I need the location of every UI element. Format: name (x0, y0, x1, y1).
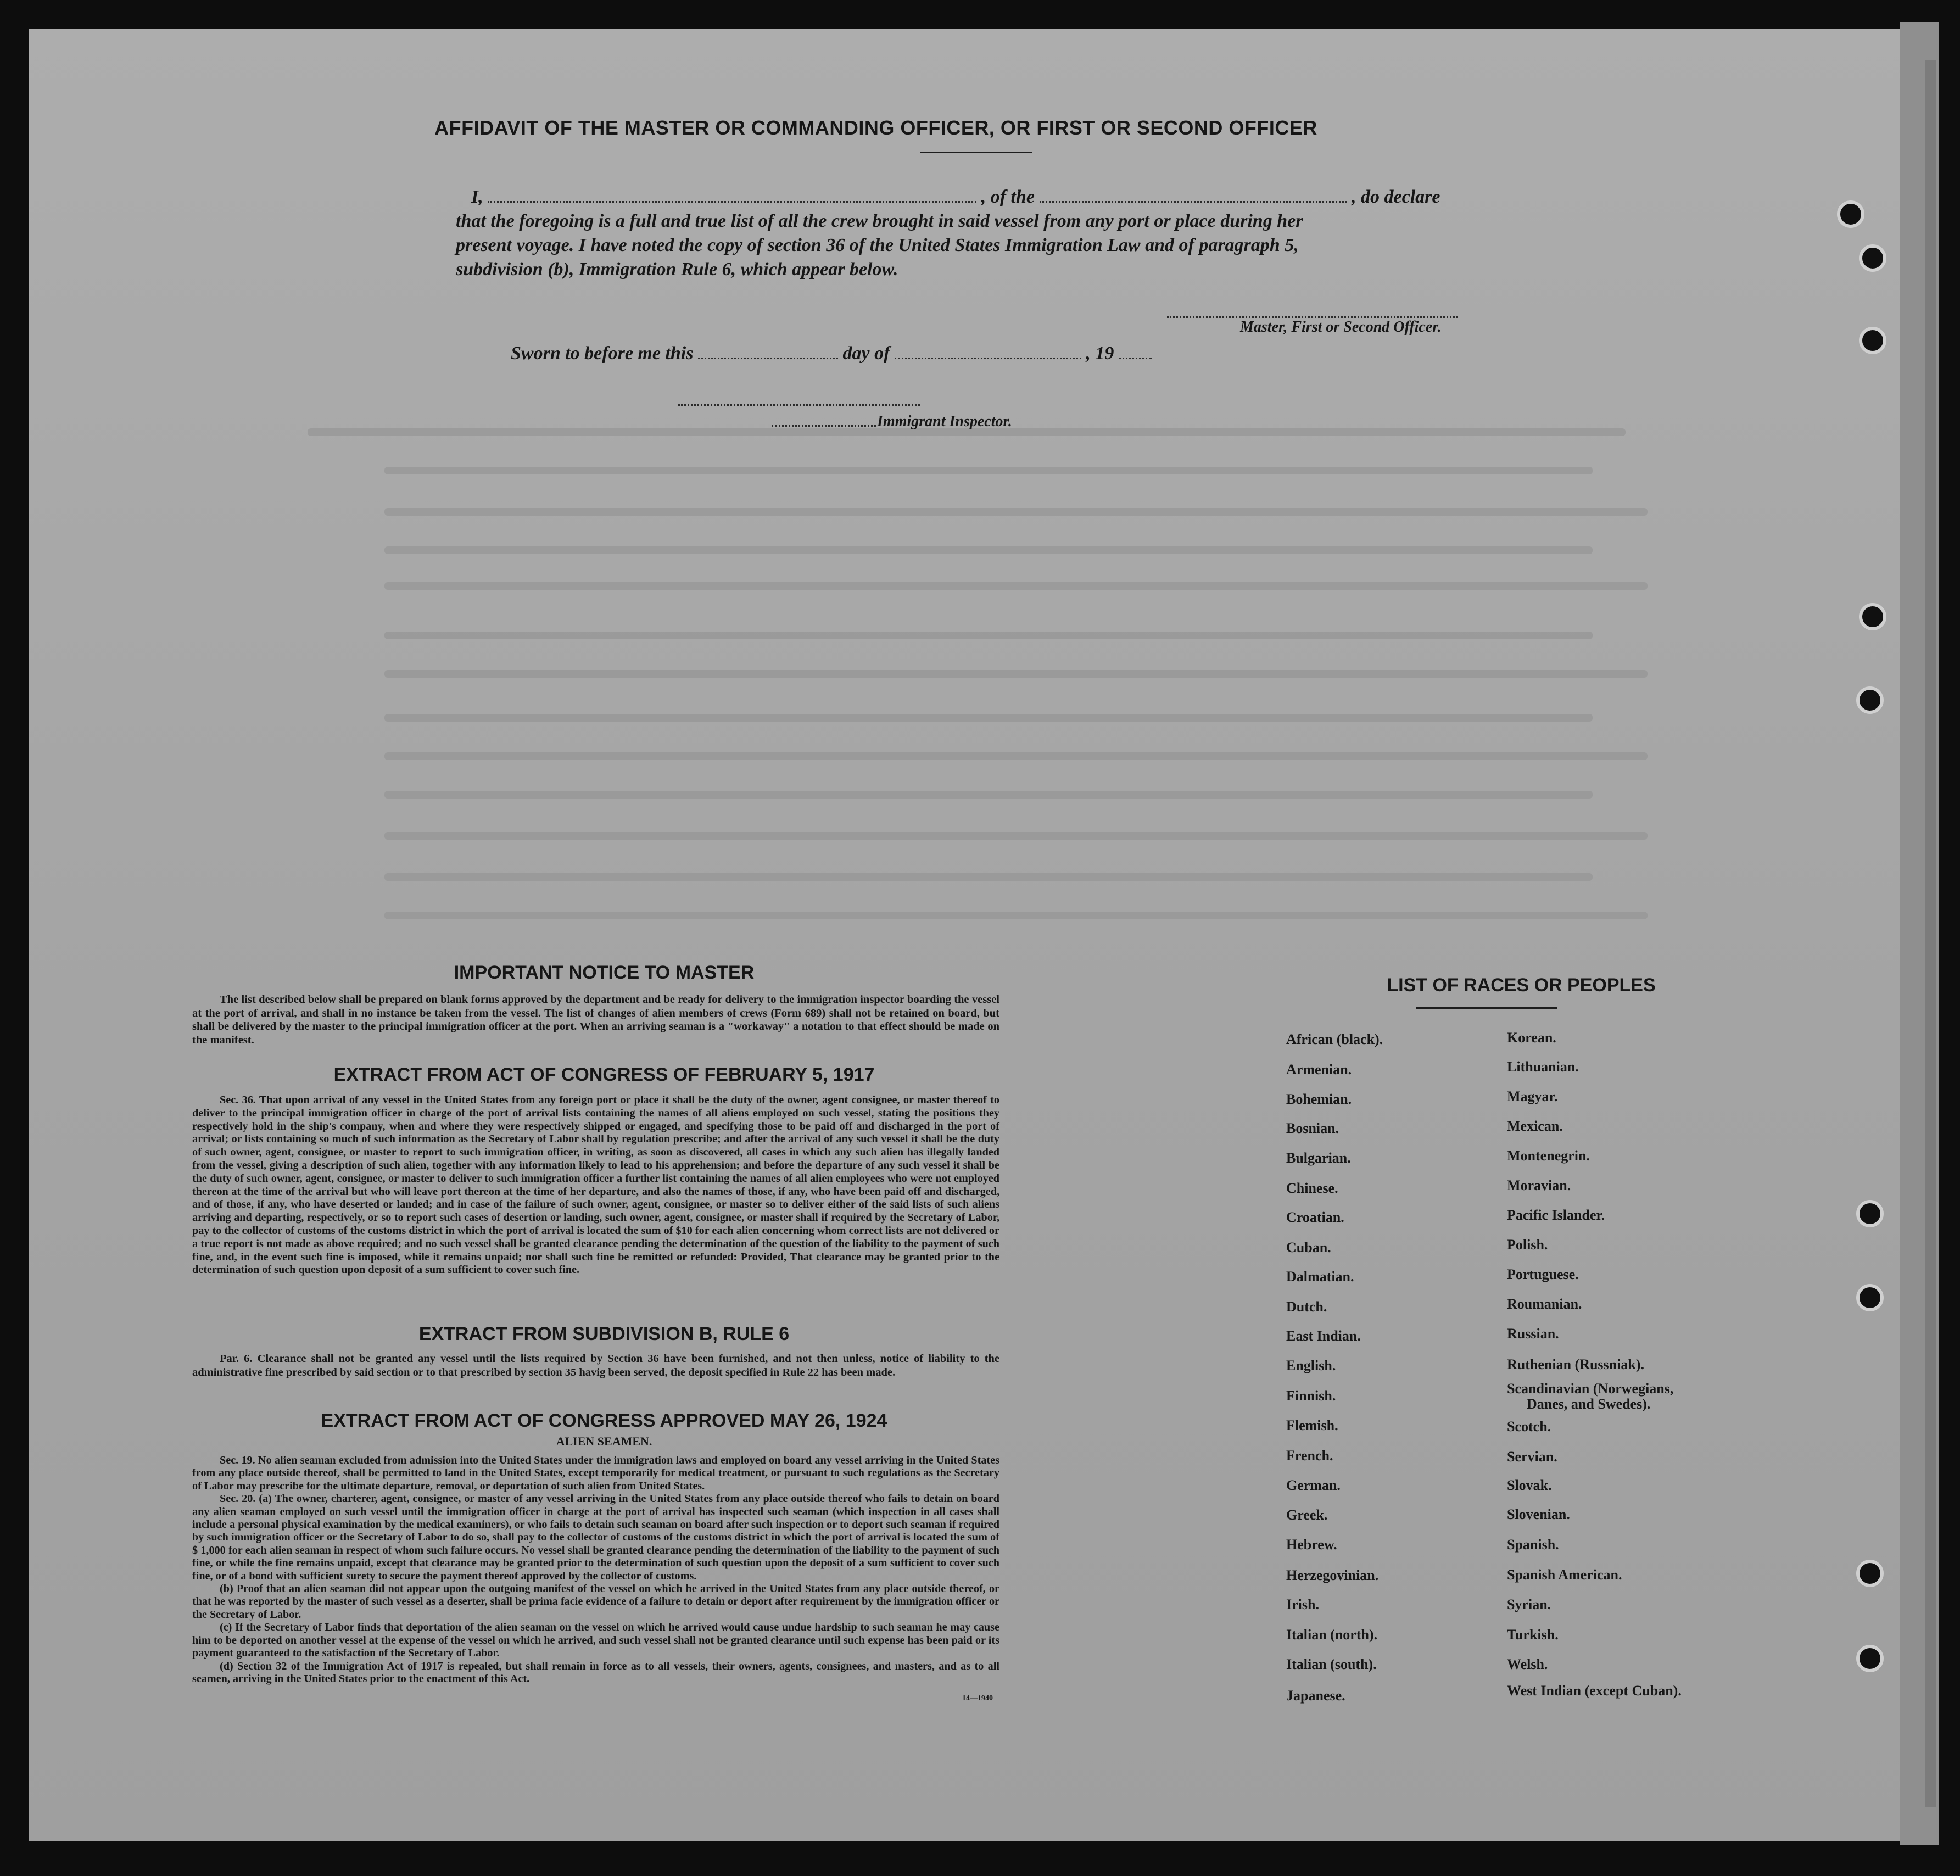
race-item: Lithuanian. (1507, 1059, 1579, 1075)
vessel-field[interactable] (1040, 200, 1347, 203)
race-item: Herzegovinian. (1286, 1567, 1379, 1583)
affidavit-title: AFFIDAVIT OF THE MASTER OR COMMANDING OFFICER, OR FIRST OR SECOND OFFICER (434, 116, 1317, 139)
race-item: Servian. (1507, 1449, 1557, 1465)
race-scandinavian-line-2: Danes, and Swedes). (1527, 1396, 1651, 1412)
race-item: East Indian. (1286, 1328, 1361, 1344)
race-item: Korean. (1507, 1030, 1556, 1046)
race-scandinavian-line-1: Scandinavian (Norwegians, (1507, 1381, 1674, 1397)
race-item: Italian (north). (1286, 1627, 1378, 1643)
extract-1924-text (192, 1454, 999, 1685)
affidavit-declare: , do declare (1352, 187, 1440, 207)
race-item: Slovenian. (1507, 1506, 1570, 1522)
race-item: Slovak. (1507, 1477, 1552, 1493)
extract-1917-title: EXTRACT FROM ACT OF CONGRESS OF FEBRUARY 5, 1917 (333, 1064, 875, 1085)
form-number: 14—1940 (962, 1694, 993, 1702)
sworn-year: , 19 (1086, 343, 1114, 364)
title-underline (920, 152, 1032, 153)
race-item: Moravian. (1507, 1177, 1571, 1193)
par-6-paragraph: Par. 6. Clearance shall not be granted any vessel until the lists required by Section 36 have been furnished, and not then unless, notice of liability to the administrative fine prescribed by said section or to that prescribed by section 35 havig been served, the deposit specified in Rule 22 has been made. (192, 1353, 999, 1378)
extract-1924-subtitle: ALIEN SEAMEN. (556, 1434, 652, 1448)
notice-paragraph: The list described below shall be prepared on blank forms approved by the department and be ready for delivery to the immigration inspector boarding the vessel at the port of arrival, and shall in no instance be taken from the vessel. The list of changes of alien members of crews (Form 689) shall not be retained on board, but shall be delivered by the master to the principal immigration officer at the port. When an arriving seaman is a "workaway" a notation to that effect should be made on the manifest. (192, 993, 999, 1046)
extract-1917-text (192, 1094, 999, 1277)
race-item: Greek. (1286, 1507, 1328, 1523)
affidavit-line-4: subdivision (b), Immigration Rule 6, which appear below. (456, 259, 898, 280)
race-item: Syrian. (1507, 1596, 1551, 1612)
race-item: Chinese. (1286, 1180, 1338, 1196)
race-item: African (black). (1286, 1031, 1383, 1047)
race-item: Bosnian. (1286, 1120, 1339, 1136)
race-item: Italian (south). (1286, 1656, 1377, 1672)
race-item: Bulgarian. (1286, 1150, 1351, 1166)
race-item: Welsh. (1507, 1656, 1548, 1672)
sec-20b-paragraph: (b) Proof that an alien seaman did not appear upon the outgoing manifest of the vessel on which he arrived in the United States from any place outside thereof, or that he was reported by the master of such vessel as a deserter, shall be prima facie evidence of a failure to detain or deport after requirement by the immigration officer or the Secretary of Labor. (192, 1583, 999, 1621)
race-item: Dutch. (1286, 1299, 1327, 1315)
sec-20a-paragraph: Sec. 20. (a) The owner, charterer, agent, consignee, or master of any vessel arriving in the United States from any place outside thereof who fails to detain on board any alien seaman employed on such vessel until the immigration officer in charge at the port of arrival has inspected such seaman (which inspection in all cases shall include a personal physical examination by the medical examiners), or who fails to detain such seaman on board after such inspection or to deport such seaman if required by such immigration officer or the Secretary of Labor to do so, shall pay to the collector of customs of the customs district in which the port of arrival is located the sum of $ 1,000 for each alien seaman in respect of whom such failure occurs. No vessel shall be granted clearance pending the determination of the liability to the payment of such fine, or while the fine remains unpaid, except that clearance may be granted prior to the determination of such question upon the deposit of a sum sufficient to cover such fine, or of a bond with sufficient surety to secure the payment thereof approved by the collector of customs. (192, 1493, 999, 1582)
race-item: Montenegrin. (1507, 1148, 1590, 1164)
race-item: French. (1286, 1448, 1333, 1464)
extract-1924-title: EXTRACT FROM ACT OF CONGRESS APPROVED MAY 26, 1924 (321, 1410, 887, 1431)
affidavit-line-1 (471, 187, 1515, 208)
sworn-line (511, 343, 1225, 364)
race-item: Flemish. (1286, 1417, 1338, 1433)
sec-19-paragraph: Sec. 19. No alien seaman excluded from admission into the United States under the immigration laws and employed on board any vessel arriving in the United States from any place outside thereof, shall be permitted to land in the United States, except temporarily for medical treatment, or pursuant to such regulations as the Secretary of Labor may prescribe for the ultimate departure, removal, or deportation of such alien from United States. (192, 1454, 999, 1492)
race-item: Magyar. (1507, 1088, 1558, 1104)
sec-36-paragraph: Sec. 36. That upon arrival of any vessel in the United States from any foreign port or place it shall be the duty of the owner, agent consignee, or master thereof to deliver to the principal immigration officer in charge of the port of arrival lists containing the names of all aliens employed on such vessel, stating the positions they respectively hold in the ship's company, when and where they were respectively shipped or engaged, and specifying those to be paid off and discharged in the port of arrival; or lists containing so much of such information as the Secretary of Labor shall by regulation prescribe; and after the arrival of any such vessel it shall be the duty of such owner, agent, consignee, or master to report to such immigration officer, in writing, as soon as discovered, all cases in which any such alien has illegally landed from the vessel, giving a description of such alien, together with any information likely to lead to his apprehension; and before the departure of any such vessel it shall be the duty of such owner, agent, consignee, or master to deliver to such immigration officer a further list containing the names of all alien employees who were not employed thereon at the time of the arrival but who will leave port thereon at the time of her departure, and also the names of those, if any, who have been paid off and discharged, and of those, if any, who have deserted or landed; and in case of the failure of such owner, agent, consignee, or master so to deliver either of the said lists of such aliens arriving and departing, respectively, or so to report such cases of desertion or landing, such owner, agent, consignee, or master shall if required by the Secretary of Labor, pay to the collector of customs of the customs district in which the port of arrival is located the sum of $10 for each alien concerning whom correct lists are not delivered or a true report is not made as above required; and no such vessel shall be granted clearance pending the determination of the question of the liability to the payment of such fine, and, in the event such fine is imposed, while it remains unpaid; nor shall such fine be remitted or refunded: Provided, That clearance may be granted prior to the determination of such question upon deposit of a sum sufficient to cover such fine. (192, 1094, 999, 1276)
sworn-year-field[interactable] (1119, 357, 1152, 359)
affidavit-line-3: present voyage. I have noted the copy of section 36 of the United States Immigration Law and of paragraph 5, (456, 235, 1299, 255)
race-item: Spanish American. (1507, 1567, 1622, 1583)
affidavit-line-2: that the foregoing is a full and true list of all the crew brought in said vessel from any port or place during her (456, 211, 1303, 231)
race-item: Dalmatian. (1286, 1269, 1354, 1285)
race-item: German. (1286, 1477, 1341, 1493)
affidavit-of-the: , of the (981, 187, 1035, 207)
race-item: Scotch. (1507, 1419, 1551, 1434)
master-label: Master, First or Second Officer. (1240, 319, 1442, 336)
notice-text (192, 993, 999, 1047)
race-item: Portuguese. (1507, 1266, 1579, 1282)
races-title-underline (1416, 1007, 1557, 1009)
race-item: Spanish. (1507, 1537, 1559, 1553)
inspector-signature-field[interactable] (678, 404, 920, 406)
race-item: Irish. (1286, 1596, 1319, 1612)
race-item: Croatian. (1286, 1209, 1344, 1225)
race-item: Ruthenian (Russniak). (1507, 1356, 1644, 1372)
race-item: Bohemian. (1286, 1091, 1352, 1107)
race-item: West Indian (except Cuban). (1507, 1683, 1682, 1699)
master-signature-field[interactable] (1167, 316, 1458, 318)
race-scandinavian (1507, 1381, 1673, 1412)
race-item: Mexican. (1507, 1118, 1563, 1134)
rule6-text (192, 1352, 999, 1379)
sec-20c-paragraph: (c) If the Secretary of Labor finds that deportation of the alien seaman on the vessel on which he arrived would cause undue hardship to such seaman he may cause him to be deported on another vessel at the expense of the vessel on which he arrived, and such vessel shall not be granted clearance until such expense has been paid or its payment guaranteed to the satisfaction of the Secretary of Labor. (192, 1621, 999, 1660)
affidavit-i: I, (471, 187, 483, 207)
sworn-day-of: day of (842, 343, 890, 364)
sworn-day-field[interactable] (698, 357, 838, 359)
race-item: Cuban. (1286, 1240, 1331, 1255)
race-item: Turkish. (1507, 1627, 1559, 1643)
race-item: English. (1286, 1358, 1336, 1374)
inspector-label: Immigrant Inspector. (877, 413, 1012, 430)
race-item: Finnish. (1286, 1388, 1336, 1404)
race-item: Armenian. (1286, 1062, 1352, 1077)
race-item: Japanese. (1286, 1688, 1345, 1704)
notice-title: IMPORTANT NOTICE TO MASTER (454, 962, 755, 983)
race-item: Roumanian. (1507, 1296, 1582, 1312)
page-edge-stack (1925, 60, 1936, 1807)
sec-20d-paragraph: (d) Section 32 of the Immigration Act of 1917 is repealed, but shall remain in force as to all vessels, their owners, agents, consignees, and masters, and as to all seamen, arriving in the United States prior to the enactment of this Act. (192, 1660, 999, 1685)
race-item: Russian. (1507, 1326, 1559, 1342)
name-field[interactable] (488, 200, 976, 203)
rule6-title: EXTRACT FROM SUBDIVISION B, RULE 6 (418, 1324, 790, 1344)
races-title: LIST OF RACES OR PEOPLES (1387, 975, 1656, 996)
race-item: Polish. (1507, 1237, 1548, 1253)
race-item: Hebrew. (1286, 1537, 1337, 1553)
inspector-signature-field-2[interactable] (772, 425, 876, 427)
sworn-prefix: Sworn to before me this (511, 343, 694, 364)
sworn-month-field[interactable] (895, 357, 1081, 359)
race-item: Pacific Islander. (1507, 1207, 1605, 1223)
